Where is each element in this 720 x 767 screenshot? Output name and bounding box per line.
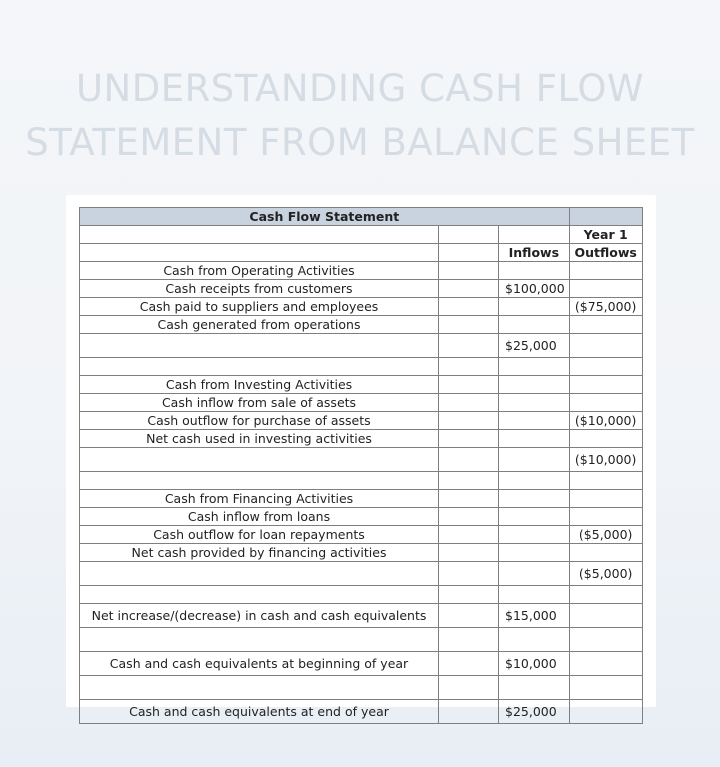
inflow-value: [499, 376, 570, 394]
blank-cell: [439, 628, 499, 652]
page-title: [0, 62, 720, 170]
blank-cell: [439, 412, 499, 430]
row-label: [80, 676, 439, 700]
blank-cell: [439, 394, 499, 412]
inflow-value: $100,000: [499, 280, 570, 298]
row-label: Cash and cash equivalents at end of year: [80, 700, 439, 724]
outflow-value: ($10,000): [569, 412, 642, 430]
row-label: [80, 472, 439, 490]
table-row: [80, 544, 643, 562]
outflow-value: ($5,000): [569, 562, 642, 586]
outflow-value: [569, 316, 642, 334]
outflow-value: [569, 676, 642, 700]
blank-cell: [439, 526, 499, 544]
outflow-value: ($10,000): [569, 448, 642, 472]
inflow-value: [499, 586, 570, 604]
inflow-value: [499, 508, 570, 526]
outflow-value: ($5,000): [569, 526, 642, 544]
year-label: Year 1: [569, 226, 642, 244]
row-label: [80, 628, 439, 652]
blank-cell: [439, 604, 499, 628]
row-label: Cash inflow from sale of assets: [80, 394, 439, 412]
blank-cell: [439, 280, 499, 298]
blank-cell: [439, 316, 499, 334]
row-label: Cash from Financing Activities: [80, 490, 439, 508]
outflow-value: [569, 376, 642, 394]
row-label: Cash paid to suppliers and employees: [80, 298, 439, 316]
row-label: Cash generated from operations: [80, 316, 439, 334]
inflow-value: [499, 430, 570, 448]
table-row: [80, 562, 643, 586]
inflow-value: $10,000: [499, 652, 570, 676]
table-row: [80, 472, 643, 490]
table-row: [80, 604, 643, 628]
row-label: Cash from Investing Activities: [80, 376, 439, 394]
table-row: [80, 316, 643, 334]
outflow-value: [569, 430, 642, 448]
row-label: Cash outflow for loan repayments: [80, 526, 439, 544]
row-label: [80, 334, 439, 358]
inflow-value: $25,000: [499, 700, 570, 724]
row-label: Cash outflow for purchase of assets: [80, 412, 439, 430]
row-label: Cash inflow from loans: [80, 508, 439, 526]
table-row: [80, 628, 643, 652]
row-label: [80, 448, 439, 472]
row-label: Cash from Operating Activities: [80, 262, 439, 280]
inflow-value: [499, 676, 570, 700]
blank-cell: [80, 226, 439, 244]
table-row: [80, 448, 643, 472]
inflow-value: [499, 490, 570, 508]
inflow-value: [499, 262, 570, 280]
outflow-value: [569, 604, 642, 628]
blank-cell: [439, 652, 499, 676]
table-row: [80, 298, 643, 316]
table-row: [80, 430, 643, 448]
blank-cell: [439, 244, 499, 262]
table-row: [80, 526, 643, 544]
table-row: [80, 262, 643, 280]
outflow-value: [569, 700, 642, 724]
table-row: [80, 334, 643, 358]
blank-cell: [499, 226, 570, 244]
outflow-value: [569, 628, 642, 652]
blank-cell: [439, 508, 499, 526]
blank-cell: [439, 226, 499, 244]
inflow-value: [499, 298, 570, 316]
inflow-value: $25,000: [499, 334, 570, 358]
row-label: Net cash provided by financing activities: [80, 544, 439, 562]
blank-cell: [439, 562, 499, 586]
cash-flow-table: [79, 207, 643, 724]
outflow-value: [569, 508, 642, 526]
inflow-value: [499, 448, 570, 472]
inflow-value: [499, 412, 570, 430]
outflow-value: ($75,000): [569, 298, 642, 316]
year-row: [80, 226, 643, 244]
outflow-value: [569, 652, 642, 676]
row-label: [80, 586, 439, 604]
table-row: [80, 508, 643, 526]
table-header-row: [80, 208, 643, 226]
outflow-value: [569, 334, 642, 358]
table-row: [80, 490, 643, 508]
inflows-header: Inflows: [499, 244, 570, 262]
blank-cell: [439, 334, 499, 358]
inflow-value: [499, 544, 570, 562]
table-row: [80, 358, 643, 376]
table-row: [80, 376, 643, 394]
table-row: [80, 652, 643, 676]
outflow-value: [569, 394, 642, 412]
table-row: [80, 676, 643, 700]
outflows-header: Outflows: [569, 244, 642, 262]
blank-cell: [80, 244, 439, 262]
blank-cell: [439, 298, 499, 316]
inflow-value: [499, 472, 570, 490]
table-row: [80, 700, 643, 724]
blank-cell: [439, 448, 499, 472]
inflow-value: [499, 316, 570, 334]
table-row: [80, 394, 643, 412]
inflow-value: $15,000: [499, 604, 570, 628]
table-header: Cash Flow Statement: [80, 208, 570, 226]
outflow-value: [569, 358, 642, 376]
table-row: [80, 412, 643, 430]
blank-cell: [439, 472, 499, 490]
table-row: [80, 586, 643, 604]
inflow-value: [499, 394, 570, 412]
outflow-value: [569, 490, 642, 508]
header-blank-cell: [569, 208, 642, 226]
blank-cell: [439, 700, 499, 724]
blank-cell: [439, 544, 499, 562]
blank-cell: [439, 430, 499, 448]
title-line-1: UNDERSTANDING CASH FLOW: [75, 67, 645, 110]
outflow-value: [569, 280, 642, 298]
blank-cell: [439, 676, 499, 700]
row-label: Net cash used in investing activities: [80, 430, 439, 448]
row-label: Cash receipts from customers: [80, 280, 439, 298]
inflow-value: [499, 358, 570, 376]
outflow-value: [569, 472, 642, 490]
inflow-value: [499, 562, 570, 586]
blank-cell: [439, 490, 499, 508]
table-row: [80, 280, 643, 298]
row-label: [80, 562, 439, 586]
row-label: Cash and cash equivalents at beginning of year: [80, 652, 439, 676]
blank-cell: [439, 358, 499, 376]
blank-cell: [439, 376, 499, 394]
row-label: [80, 358, 439, 376]
blank-cell: [439, 586, 499, 604]
outflow-value: [569, 262, 642, 280]
outflow-value: [569, 586, 642, 604]
column-header-row: [80, 244, 643, 262]
blank-cell: [439, 262, 499, 280]
title-line-2: STATEMENT FROM BALANCE SHEET: [25, 121, 695, 164]
row-label: Net increase/(decrease) in cash and cash equivalents: [80, 604, 439, 628]
inflow-value: [499, 628, 570, 652]
outflow-value: [569, 544, 642, 562]
inflow-value: [499, 526, 570, 544]
